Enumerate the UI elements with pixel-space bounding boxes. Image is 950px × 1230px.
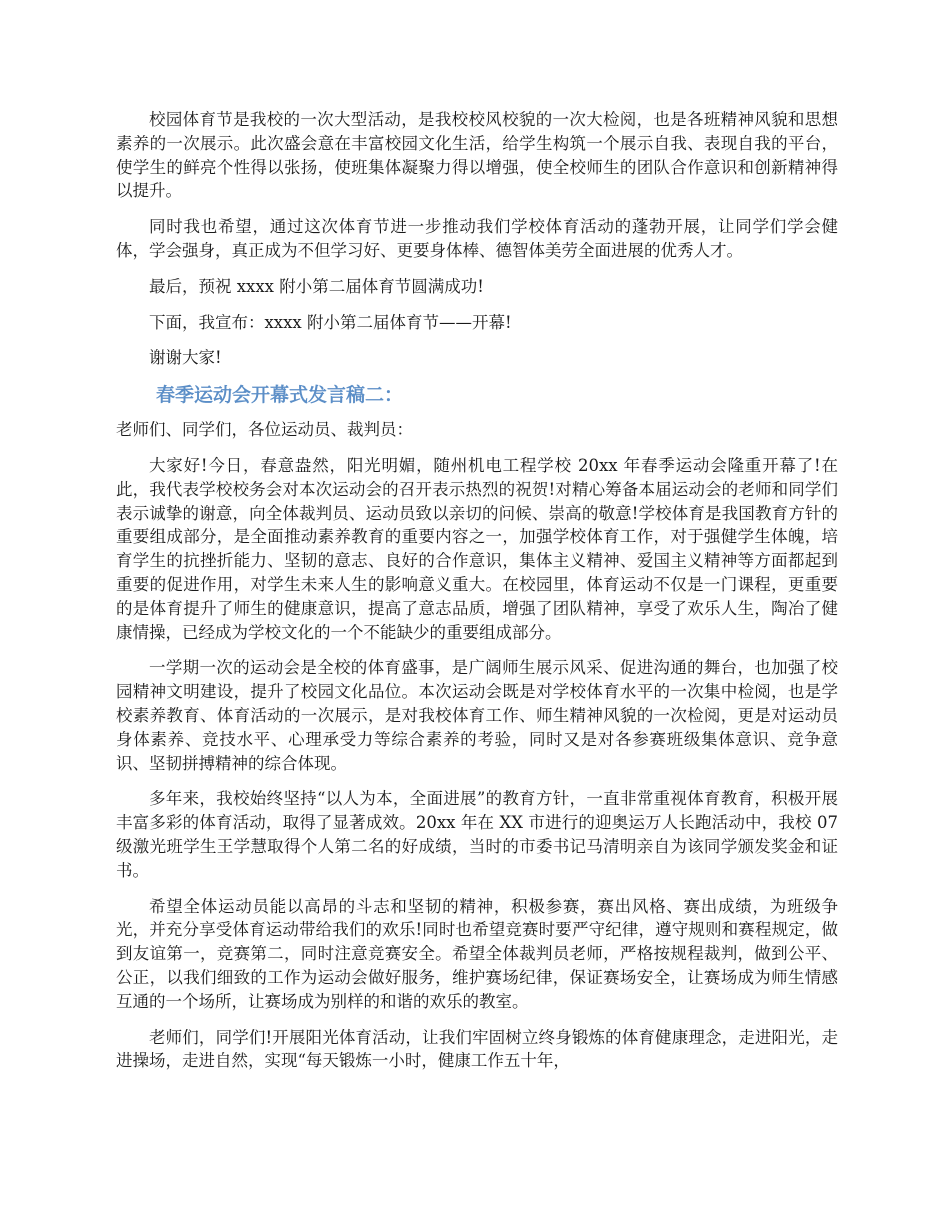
paragraph: 多年来，我校始终坚持“以人为本，全面进展”的教育方针，一直非常重视体育教育，积极开展丰富多彩的体育活动，取得了显著成效。20xx 年在 XX 市进行的迎奥运万人长跑活动中，我校 07 级激光班学生王学慧取得个人第二名的好成绩，当时的市委书记马清明亲自为该同学颁发奖金和证书。: [116, 789, 838, 880]
paragraph: 同时我也希望，通过这次体育节进一步推动我们学校体育活动的蓬勃开展，让同学们学会健体，学会强身，真正成为不但学习好、更要身体棒、德智体美劳全面进展的优秀人才。: [116, 217, 838, 260]
paragraph: 大家好!今日，春意盎然，阳光明媚，随州机电工程学校 20xx 年春季运动会隆重开幕了!在此，我代表学校校务会对本次运动会的召开表示热烈的祝贺!对精心筹备本届运动会的老师和同学们表示诚挚的谢意，向全体裁判员、运动员致以亲切的问候、崇高的敬意!学校体育是我国教育方针的重要组成部分，是全面推动素养教育的重要内容之一，加强学校体育工作，对于强健学生体魄，培育学生的抗挫折能力、坚韧的意志、良好的合作意识，集体主义精神、爱国主义精神等方面都起到重要的促进作用，对学生未来人生的影响意义重大。在校园里，体育运动不仅是一门课程，更重要的是体育提升了师生的健康意识，提高了意志品质，增强了团队精神，享受了欢乐人生，陶冶了健康情操，已经成为学校文化的一个不能缺少的重要组成部分。: [116, 455, 838, 642]
salutation: 老师们、同学们，各位运动员、裁判员：: [116, 420, 413, 440]
paragraph: 最后，预祝 xxxx 附小第二届体育节圆满成功!: [149, 276, 484, 296]
document-page: [116, 108, 838, 1085]
paragraph: 老师们，同学们!开展阳光体育活动，让我们牢固树立终身锻炼的体育健康理念，走进阳光，走进操场，走进自然，实现“每天锻炼一小时，健康工作五十年，: [116, 1027, 838, 1071]
paragraph: 希望全体运动员能以高昂的斗志和坚韧的精神，积极参赛，赛出风格、赛出成绩，为班级争光，并充分享受体育运动带给我们的欢乐!同时也希望竞赛时要严守纪律，遵守规则和赛程规定，做到友谊第一，竞赛第二，同时注意竞赛安全。希望全体裁判员老师，严格按规程裁判，做到公平、公正，以我们细致的工作为运动会做好服务，维护赛场纪律，保证赛场安全，让赛场成为师生情感互通的一个场所，让赛场成为别样的和谐的欢乐的教室。: [116, 896, 838, 1011]
paragraph: 校园体育节是我校的一次大型活动，是我校校风校貌的一次大检阅，也是各班精神风貌和思想素养的一次展示。此次盛会意在丰富校园文化生活，给学生构筑一个展示自我、表现自我的平台，使学生的鲜亮个性得以张扬，使班集体凝聚力得以增强，使全校师生的团队合作意识和创新精神得以提升。: [116, 110, 838, 201]
paragraph: 一学期一次的运动会是全校的体育盛事，是广阔师生展示风采、促进沟通的舞台，也加强了校园精神文明建设，提升了校园文化品位。本次运动会既是对学校体育水平的一次集中检阅，也是学校素养教育、体育活动的一次展示，是对我校体育工作、师生精神风貌的一次检阅，更是对运动员身体素养、竞技水平、心理承受力等综合素养的考验，同时又是对各参赛班级集体意识、竞争意识、坚韧拼搏精神的综合体现。: [116, 658, 838, 773]
section-heading: 春季运动会开幕式发言稿二：: [156, 384, 404, 407]
paragraph: 下面，我宣布：xxxx 附小第二届体育节——开幕!: [149, 312, 512, 332]
paragraph: 谢谢大家!: [149, 348, 222, 368]
